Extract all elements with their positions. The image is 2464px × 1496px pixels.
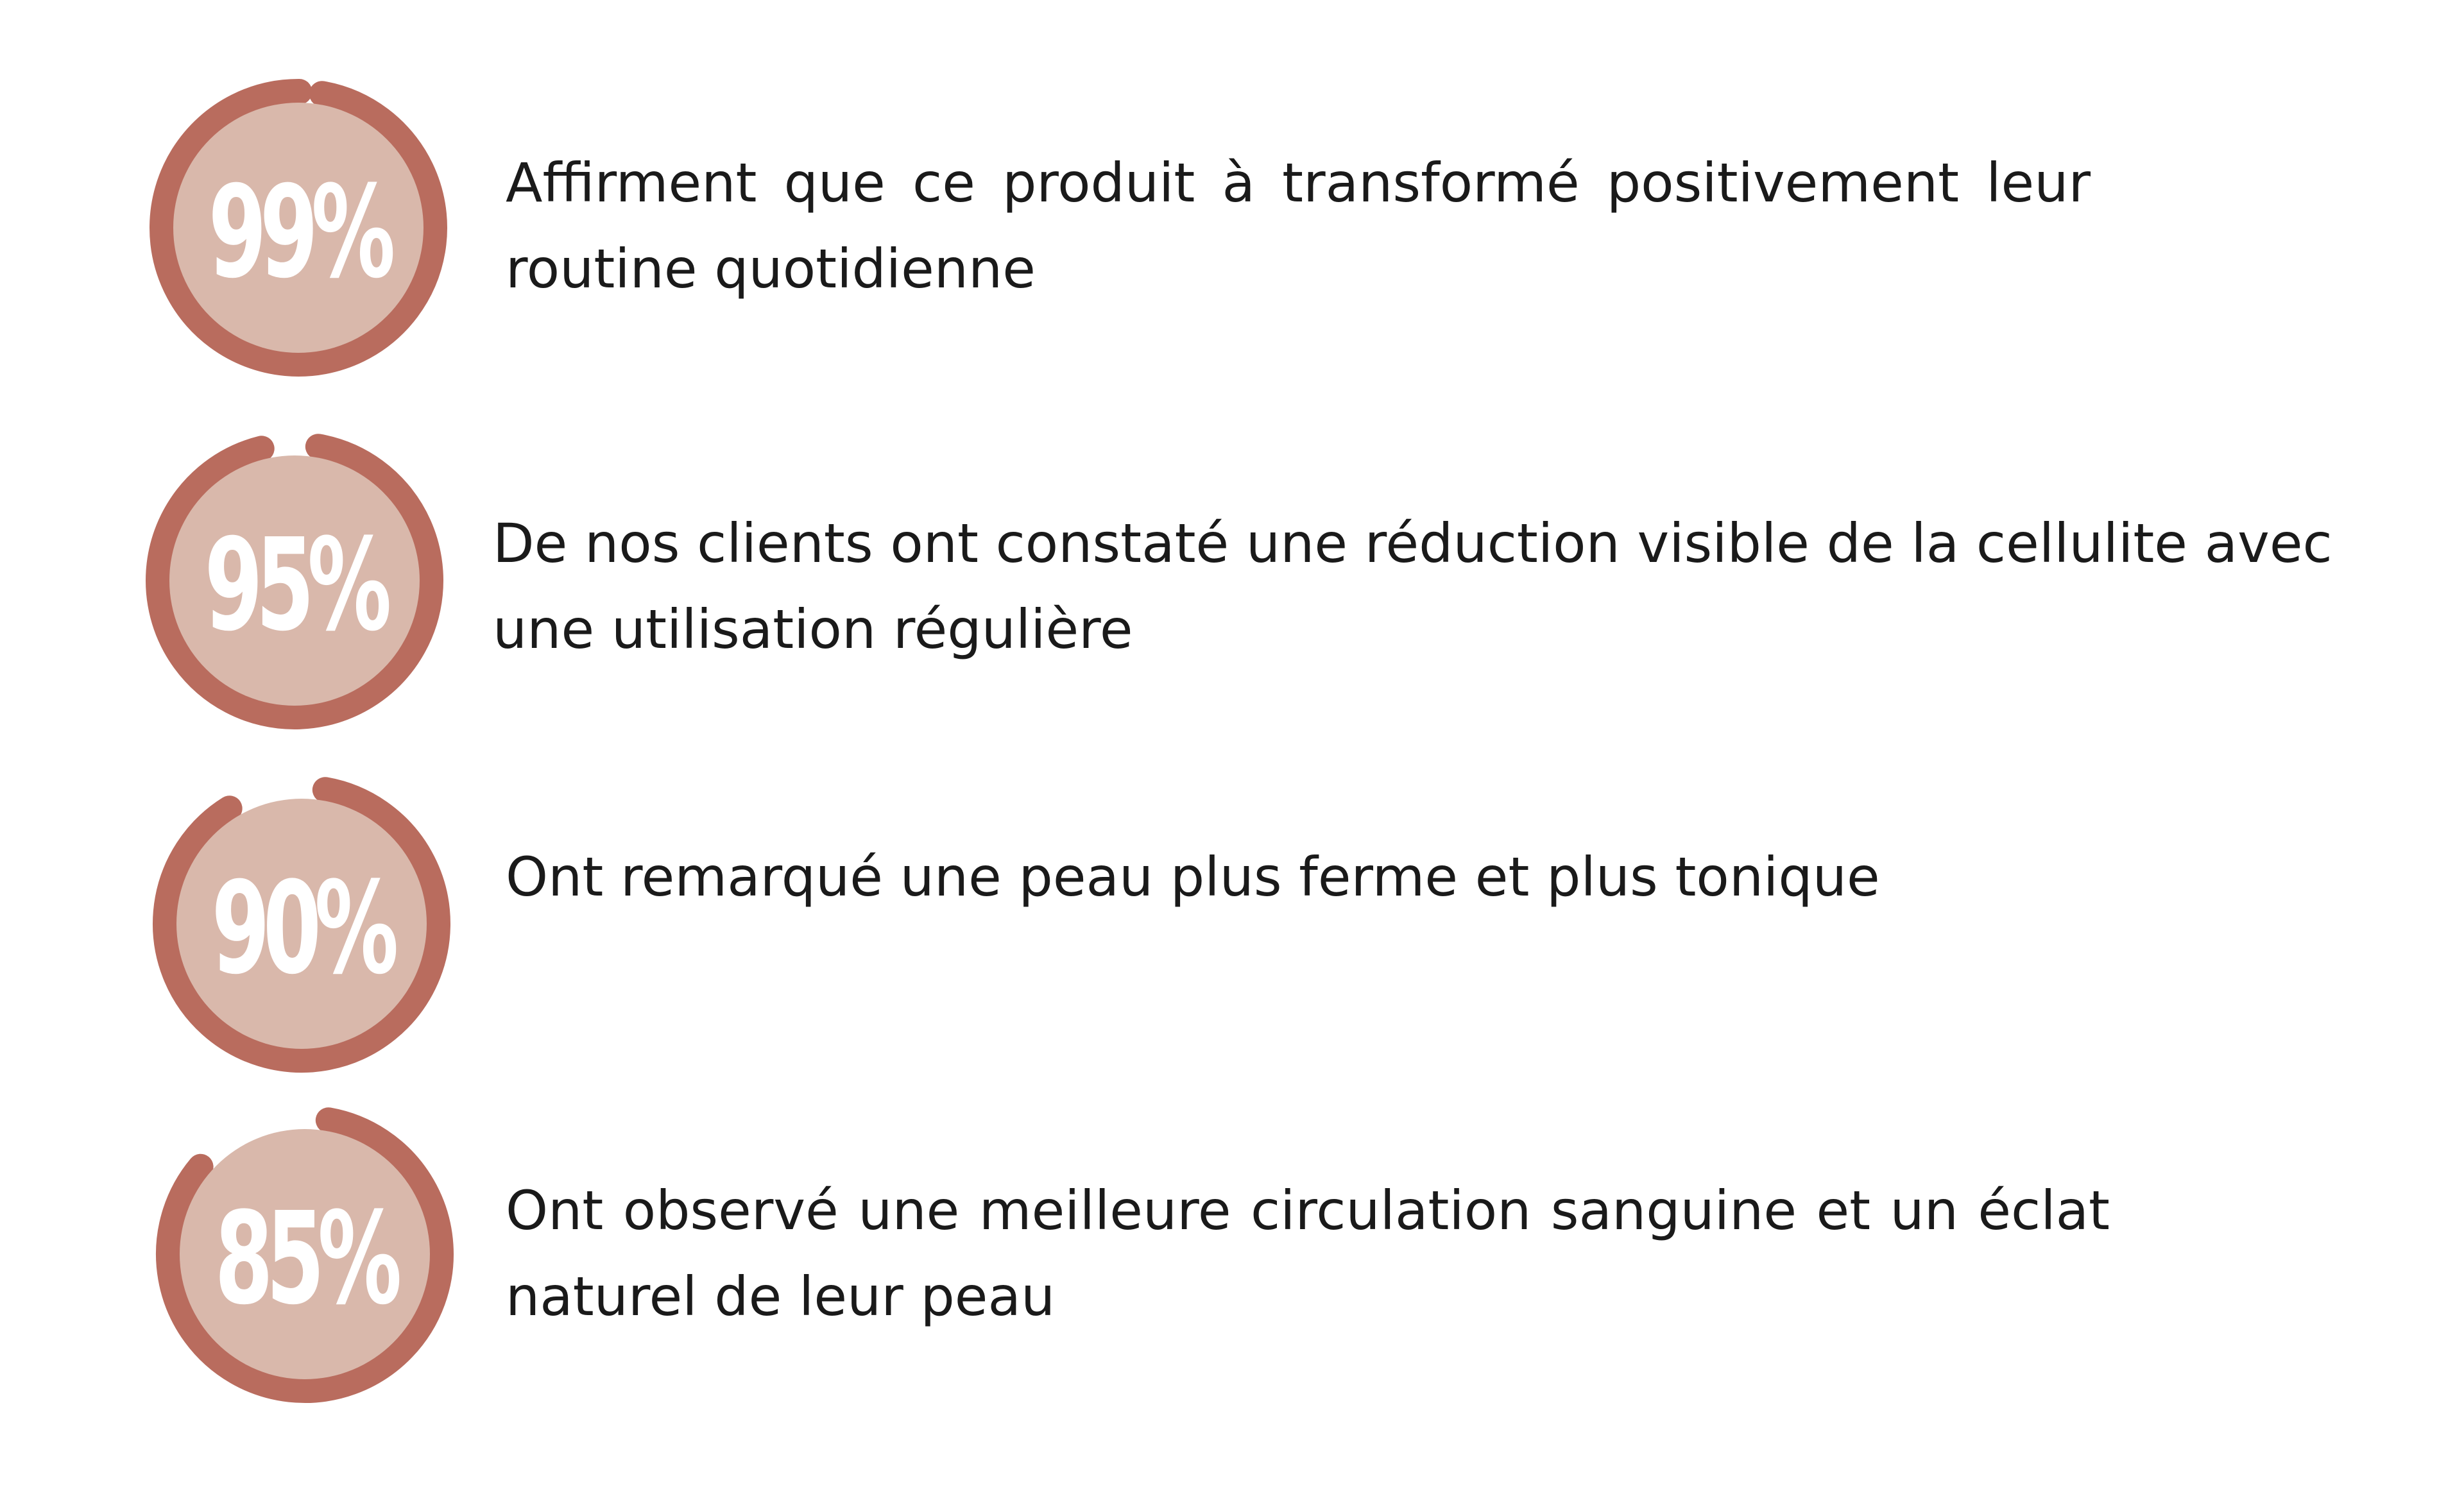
percent-label: 99% [208,158,389,307]
progress-ring [144,1094,465,1415]
stat-description: Affirment que ce produit à transformé positivement leur routine quotidienne [506,151,2091,300]
percent-label: 90% [211,854,392,1003]
percent-label: 95% [204,511,385,659]
percent-label: 85% [214,1184,395,1333]
stat-description: De nos clients ont constaté une réduction visible de la cellulite avec une utilisation régulière [493,512,2332,661]
stat-description: Ont observé une meilleure circulation sanguine et un éclat naturel de leur peau [506,1179,2110,1328]
stat-description: Ont remarqué une peau plus ferme et plus tonique [506,846,1880,908]
